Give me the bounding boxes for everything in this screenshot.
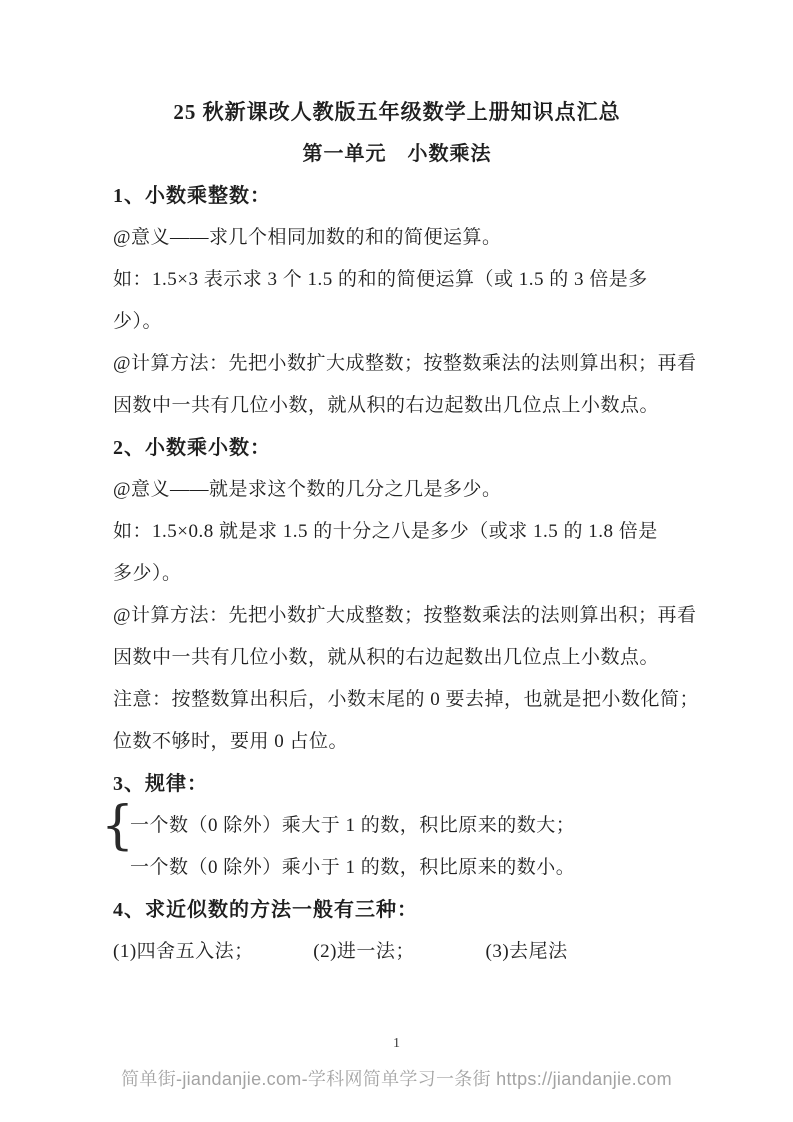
left-brace-glyph: { xyxy=(101,796,135,856)
document-body xyxy=(101,91,700,973)
text-line: 因数中一共有几位小数，就从积的右边起数出几位点上小数点。 xyxy=(113,395,660,416)
section-4-heading: 4、求近似数的方法一般有三种： xyxy=(113,899,418,921)
text-line: 因数中一共有几位小数，就从积的右边起数出几位点上小数点。 xyxy=(113,647,660,668)
method-item-3: (3)去尾法 xyxy=(485,941,568,962)
text-line: 位数不够时，要用 0 占位。 xyxy=(113,731,349,752)
page-number: 1 xyxy=(393,1036,400,1051)
document-title: 25 秋新课改人教版五年级数学上册知识点汇总 xyxy=(173,100,621,124)
method-item-2: (2)进一法； xyxy=(313,941,415,962)
text-line: @意义——求几个相同加数的和的简便运算。 xyxy=(113,227,502,248)
text-line: 如：1.5×3 表示求 3 个 1.5 的和的简便运算（或 1.5 的 3 倍是多 xyxy=(113,269,648,290)
text-line: @计算方法：先把小数扩大成整数；按整数乘法的法则算出积；再看 xyxy=(113,605,697,626)
text-line: 一个数（0 除外）乘小于 1 的数，积比原来的数小。 xyxy=(130,857,576,878)
footer-watermark: 简单街-jiandanjie.com-学科网简单学习一条街 https://jiandanjie.com xyxy=(121,1069,672,1089)
section-1-heading: 1、小数乘整数： xyxy=(113,185,271,207)
text-line: 多少）。 xyxy=(113,563,182,584)
text-line: 少）。 xyxy=(113,311,163,332)
text-line: 如：1.5×0.8 就是求 1.5 的十分之八是多少（或求 1.5 的 1.8 倍是 xyxy=(113,521,658,542)
text-line: @计算方法：先把小数扩大成整数；按整数乘法的法则算出积；再看 xyxy=(113,353,697,374)
rule-group xyxy=(101,796,681,889)
text-line: 一个数（0 除外）乘大于 1 的数，积比原来的数大； xyxy=(130,815,576,836)
methods-line xyxy=(113,931,681,973)
section-3-heading: 3、规律： xyxy=(113,773,208,795)
unit-title: 第一单元 小数乘法 xyxy=(302,143,492,165)
text-line: 注意：按整数算出积后，小数末尾的 0 要去掉，也就是把小数化简； xyxy=(113,689,700,710)
method-item-1: (1)四舍五入法； xyxy=(113,941,254,962)
section-2-heading: 2、小数乘小数： xyxy=(113,437,271,459)
text-line: @意义——就是求这个数的几分之几是多少。 xyxy=(113,479,502,500)
